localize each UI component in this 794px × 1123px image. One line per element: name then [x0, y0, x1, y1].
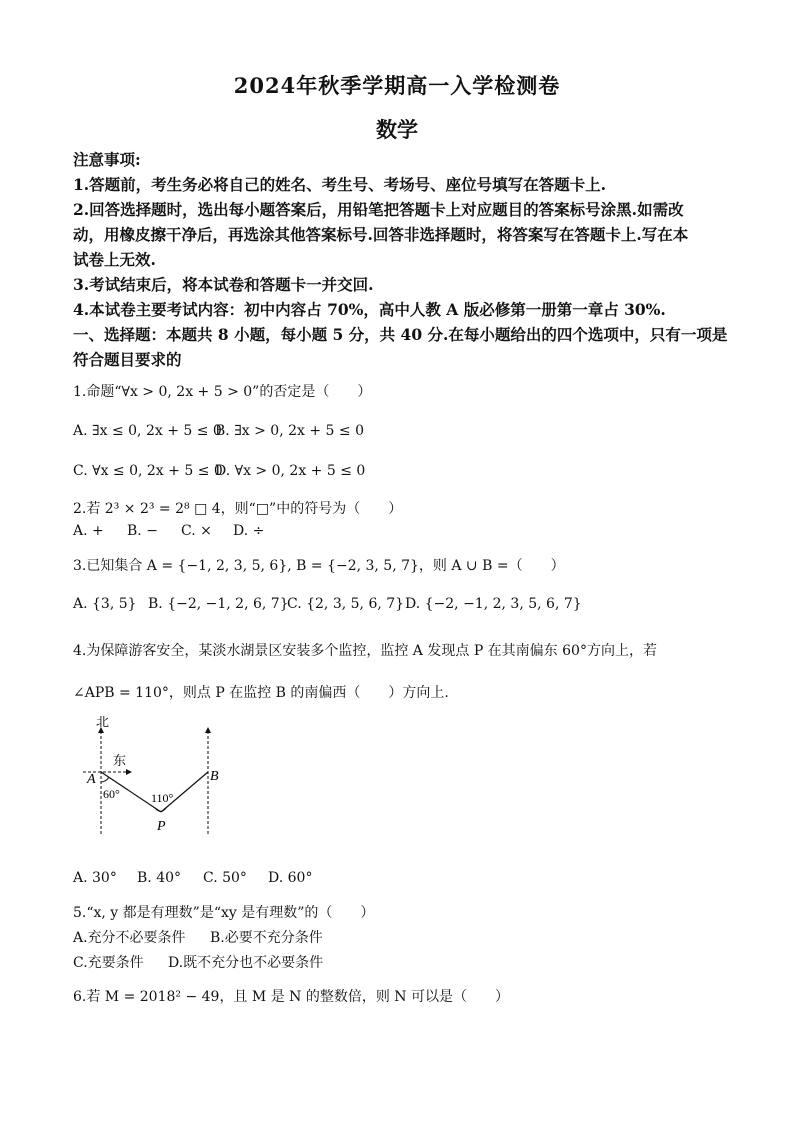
section-heading-cont: 符合题目要求的 — [73, 350, 182, 369]
notice-item-4: 4.本试卷主要考试内容：初中内容占 70%，高中人教 A 版必修第一册第一章占 30%. — [73, 300, 666, 319]
question-4-option-b[interactable]: B. 40° — [137, 870, 182, 886]
question-1-option-b[interactable]: B. ∃x > 0, 2x + 5 ≤ 0 — [215, 423, 364, 439]
question-6-stem: 6.若 M = 2018² − 49，且 M 是 N 的整数倍，则 N 可以是（ ） — [73, 989, 509, 1005]
label-angle-110: 110° — [151, 791, 174, 805]
label-point-b: B — [210, 769, 219, 784]
question-5-option-a[interactable]: A.充分不必要条件 — [73, 930, 186, 946]
question-3-option-b[interactable]: B. {−2, −1, 2, 6, 7} — [148, 596, 289, 612]
question-5-option-b[interactable]: B.必要不充分条件 — [210, 930, 323, 946]
section-heading: 一、选择题：本题共 8 小题，每小题 5 分，共 40 分.在每小题给出的四个选项中，只有一项是 — [73, 325, 728, 344]
notice-item-2: 2.回答选择题时，选出每小题答案后，用铅笔把答题卡上对应题目的答案标号涂黑.如需改 — [73, 200, 684, 219]
angle-arc-a — [101, 777, 109, 782]
compass-diagram — [73, 716, 233, 840]
question-2-option-d[interactable]: D. ÷ — [233, 523, 265, 539]
notice-item-3: 3.考试结束后，将本试卷和答题卡一并交回. — [73, 275, 374, 294]
question-2-option-a[interactable]: A. + — [73, 523, 104, 539]
question-1-option-c[interactable]: C. ∀x ≤ 0, 2x + 5 ≤ 0 — [73, 463, 223, 479]
label-angle-60: 60° — [103, 787, 120, 801]
label-point-p: P — [157, 819, 166, 834]
question-1-option-a[interactable]: A. ∃x ≤ 0, 2x + 5 ≤ 0 — [73, 423, 222, 439]
label-north: 北 — [96, 716, 110, 729]
question-3-option-d[interactable]: D. {−2, −1, 2, 3, 5, 6, 7} — [405, 596, 582, 612]
question-3-option-a[interactable]: A. {3, 5} — [73, 596, 137, 612]
label-point-a: A — [87, 772, 96, 787]
exam-title: 2024年秋季学期高一入学检测卷 — [233, 73, 561, 98]
notice-item-1: 1.答题前，考生务必将自己的姓名、考生号、考场号、座位号填写在答题卡上. — [73, 175, 607, 194]
question-4-option-d[interactable]: D. 60° — [268, 870, 313, 886]
question-2-option-c[interactable]: C. × — [181, 523, 212, 539]
question-4-stem-cont: ∠APB = 110°，则点 P 在监控 B 的南偏西（ ）方向上. — [73, 685, 449, 701]
question-4-option-a[interactable]: A. 30° — [73, 870, 117, 886]
notice-item-2-end: 试卷上无效. — [73, 250, 156, 269]
question-5-stem: 5.“x, y 都是有理数”是“xy 是有理数”的（ ） — [73, 905, 375, 921]
question-1-option-d[interactable]: D. ∀x > 0, 2x + 5 ≤ 0 — [215, 463, 366, 479]
question-1-stem: 1.命题“∀x > 0, 2x + 5 > 0”的否定是（ ） — [73, 384, 372, 400]
subject-title: 数学 — [376, 117, 418, 142]
question-5-option-c[interactable]: C.充要条件 — [73, 955, 144, 971]
label-east: 东 — [113, 753, 127, 768]
question-2-stem: 2.若 2³ × 2³ = 2⁸ □ 4，则“□”中的符号为（ ） — [73, 501, 403, 517]
question-4-stem: 4.为保障游客安全，某淡水湖景区安装多个监控，监控 A 发现点 P 在其南偏东 60°方向上，若 — [73, 643, 657, 659]
notice-item-2-cont: 动，用橡皮擦干净后，再选涂其他答案标号.回答非选择题时，将答案写在答题卡上.写在本 — [73, 225, 689, 244]
question-3-option-c[interactable]: C. {2, 3, 5, 6, 7} — [287, 596, 405, 612]
question-5-option-d[interactable]: D.既不充分也不必要条件 — [168, 955, 324, 971]
question-4-option-c[interactable]: C. 50° — [203, 870, 247, 886]
question-2-option-b[interactable]: B. − — [127, 523, 158, 539]
notice-heading: 注意事项: — [73, 150, 141, 169]
question-3-stem: 3.已知集合 A = {−1, 2, 3, 5, 6}, B = {−2, 3, 5, 7}，则 A ∪ B =（ ） — [73, 558, 565, 574]
